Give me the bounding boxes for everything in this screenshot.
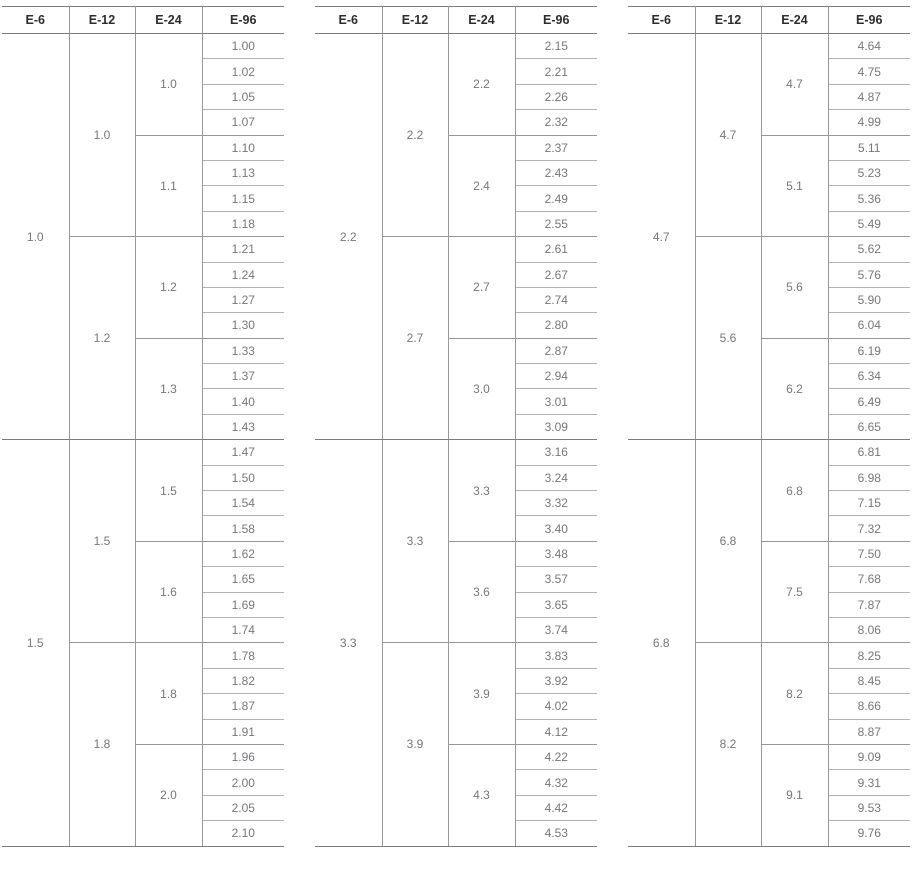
e24-value-cell: 1.6	[135, 541, 202, 643]
e96-value-cell: 2.80	[515, 313, 597, 338]
e96-value-cell: 7.50	[828, 541, 910, 566]
e96-value-cell: 1.18	[202, 211, 284, 236]
e96-value-cell: 2.15	[515, 34, 597, 59]
e96-value-cell: 1.33	[202, 338, 284, 363]
e24-value-cell: 3.6	[448, 541, 515, 643]
e24-value-cell: 8.2	[761, 643, 828, 745]
e24-value-cell: 1.8	[135, 643, 202, 745]
e96-value-cell: 2.00	[202, 770, 284, 795]
e24-value-cell: 1.2	[135, 237, 202, 339]
e96-value-cell: 6.65	[828, 414, 910, 439]
e96-value-cell: 1.82	[202, 668, 284, 693]
e96-value-cell: 2.32	[515, 110, 597, 135]
e96-value-cell: 1.87	[202, 694, 284, 719]
e-series-table-2	[315, 6, 597, 847]
column-header-e-6: E-6	[2, 7, 69, 34]
e24-value-cell: 4.7	[761, 34, 828, 136]
e96-value-cell: 4.87	[828, 84, 910, 109]
table-row	[628, 440, 910, 465]
e-series-table-1	[2, 6, 284, 847]
table-row	[315, 440, 597, 465]
e96-value-cell: 2.37	[515, 135, 597, 160]
e12-value-cell: 5.6	[695, 237, 761, 440]
e12-value-cell: 1.0	[69, 34, 135, 237]
column-header-e-96: E-96	[828, 7, 910, 34]
e12-value-cell: 3.9	[382, 643, 448, 846]
e96-value-cell: 2.49	[515, 186, 597, 211]
e24-value-cell: 3.0	[448, 338, 515, 440]
e96-value-cell: 7.87	[828, 592, 910, 617]
e96-value-cell: 3.01	[515, 389, 597, 414]
e96-value-cell: 4.53	[515, 821, 597, 846]
e96-value-cell: 6.04	[828, 313, 910, 338]
e96-value-cell: 6.49	[828, 389, 910, 414]
e96-value-cell: 4.42	[515, 795, 597, 820]
e24-value-cell: 1.5	[135, 440, 202, 542]
e12-value-cell: 1.2	[69, 237, 135, 440]
e96-value-cell: 1.47	[202, 440, 284, 465]
e96-value-cell: 1.54	[202, 491, 284, 516]
e24-value-cell: 1.1	[135, 135, 202, 237]
e96-value-cell: 2.94	[515, 364, 597, 389]
e24-value-cell: 2.4	[448, 135, 515, 237]
e96-value-cell: 1.13	[202, 160, 284, 185]
e96-value-cell: 1.40	[202, 389, 284, 414]
e96-value-cell: 3.09	[515, 414, 597, 439]
e96-value-cell: 5.49	[828, 211, 910, 236]
e96-value-cell: 1.78	[202, 643, 284, 668]
column-header-e-24: E-24	[135, 7, 202, 34]
e96-value-cell: 8.87	[828, 719, 910, 744]
table-row	[628, 34, 910, 59]
column-header-e-12: E-12	[69, 7, 135, 34]
e96-value-cell: 1.43	[202, 414, 284, 439]
e96-value-cell: 1.02	[202, 59, 284, 84]
column-header-e-6: E-6	[628, 7, 695, 34]
e24-value-cell: 2.0	[135, 744, 202, 846]
e96-value-cell: 2.21	[515, 59, 597, 84]
e96-value-cell: 8.66	[828, 694, 910, 719]
e96-value-cell: 3.74	[515, 617, 597, 642]
e96-value-cell: 8.06	[828, 617, 910, 642]
e24-value-cell: 3.9	[448, 643, 515, 745]
header-row	[315, 7, 597, 34]
e96-value-cell: 2.67	[515, 262, 597, 287]
e12-value-cell: 1.5	[69, 440, 135, 643]
e96-value-cell: 5.23	[828, 160, 910, 185]
e96-value-cell: 6.81	[828, 440, 910, 465]
e96-value-cell: 1.62	[202, 541, 284, 566]
e96-value-cell: 5.90	[828, 287, 910, 312]
column-header-e-12: E-12	[382, 7, 448, 34]
column-header-e-96: E-96	[515, 7, 597, 34]
header-row	[2, 7, 284, 34]
e24-value-cell: 4.3	[448, 744, 515, 846]
e96-value-cell: 6.19	[828, 338, 910, 363]
e96-value-cell: 3.92	[515, 668, 597, 693]
e96-value-cell: 9.76	[828, 821, 910, 846]
e96-value-cell: 5.62	[828, 237, 910, 262]
e96-value-cell: 4.22	[515, 744, 597, 769]
e96-value-cell: 1.21	[202, 237, 284, 262]
e96-value-cell: 1.07	[202, 110, 284, 135]
e6-value-cell: 1.0	[2, 34, 69, 440]
column-header-e-24: E-24	[448, 7, 515, 34]
e96-value-cell: 7.68	[828, 567, 910, 592]
e12-value-cell: 1.8	[69, 643, 135, 846]
e96-value-cell: 2.26	[515, 84, 597, 109]
e96-value-cell: 2.74	[515, 287, 597, 312]
e24-value-cell: 6.2	[761, 338, 828, 440]
e96-value-cell: 8.25	[828, 643, 910, 668]
column-header-e-24: E-24	[761, 7, 828, 34]
e-series-table-3	[628, 6, 910, 847]
e12-value-cell: 3.3	[382, 440, 448, 643]
e12-value-cell: 8.2	[695, 643, 761, 846]
e96-value-cell: 1.10	[202, 135, 284, 160]
e96-value-cell: 4.02	[515, 694, 597, 719]
e96-value-cell: 1.05	[202, 84, 284, 109]
e96-value-cell: 3.32	[515, 491, 597, 516]
column-header-e-12: E-12	[695, 7, 761, 34]
e96-value-cell: 1.69	[202, 592, 284, 617]
e96-value-cell: 2.10	[202, 821, 284, 846]
e96-value-cell: 1.74	[202, 617, 284, 642]
e96-value-cell: 3.24	[515, 465, 597, 490]
e96-value-cell: 3.83	[515, 643, 597, 668]
e24-value-cell: 5.1	[761, 135, 828, 237]
table-row	[2, 34, 284, 59]
e96-value-cell: 4.32	[515, 770, 597, 795]
e6-value-cell: 1.5	[2, 440, 69, 846]
e24-value-cell: 6.8	[761, 440, 828, 542]
table-row	[2, 440, 284, 465]
e24-value-cell: 7.5	[761, 541, 828, 643]
column-header-e-96: E-96	[202, 7, 284, 34]
header-row	[628, 7, 910, 34]
e24-value-cell: 2.7	[448, 237, 515, 339]
e96-value-cell: 9.09	[828, 744, 910, 769]
e6-value-cell: 4.7	[628, 34, 695, 440]
e96-value-cell: 6.98	[828, 465, 910, 490]
e96-value-cell: 7.32	[828, 516, 910, 541]
e96-value-cell: 1.50	[202, 465, 284, 490]
e96-value-cell: 9.53	[828, 795, 910, 820]
e24-value-cell: 9.1	[761, 744, 828, 846]
e6-value-cell: 6.8	[628, 440, 695, 846]
e96-value-cell: 4.12	[515, 719, 597, 744]
table-row	[315, 34, 597, 59]
e-series-tables	[2, 6, 919, 847]
e24-value-cell: 1.3	[135, 338, 202, 440]
e96-value-cell: 3.48	[515, 541, 597, 566]
e96-value-cell: 2.05	[202, 795, 284, 820]
e96-value-cell: 2.55	[515, 211, 597, 236]
e96-value-cell: 8.45	[828, 668, 910, 693]
e96-value-cell: 1.91	[202, 719, 284, 744]
e12-value-cell: 2.2	[382, 34, 448, 237]
e96-value-cell: 5.11	[828, 135, 910, 160]
e96-value-cell: 1.27	[202, 287, 284, 312]
e96-value-cell: 9.31	[828, 770, 910, 795]
e24-value-cell: 1.0	[135, 34, 202, 136]
e24-value-cell: 2.2	[448, 34, 515, 136]
e96-value-cell: 3.16	[515, 440, 597, 465]
e96-value-cell: 1.58	[202, 516, 284, 541]
e12-value-cell: 6.8	[695, 440, 761, 643]
e96-value-cell: 2.61	[515, 237, 597, 262]
e96-value-cell: 3.40	[515, 516, 597, 541]
e96-value-cell: 4.99	[828, 110, 910, 135]
e96-value-cell: 2.43	[515, 160, 597, 185]
e24-value-cell: 3.3	[448, 440, 515, 542]
e96-value-cell: 1.30	[202, 313, 284, 338]
e96-value-cell: 5.76	[828, 262, 910, 287]
e6-value-cell: 2.2	[315, 34, 382, 440]
e96-value-cell: 1.15	[202, 186, 284, 211]
e12-value-cell: 2.7	[382, 237, 448, 440]
e96-value-cell: 1.37	[202, 364, 284, 389]
e96-value-cell: 1.00	[202, 34, 284, 59]
e24-value-cell: 5.6	[761, 237, 828, 339]
e96-value-cell: 2.87	[515, 338, 597, 363]
e96-value-cell: 5.36	[828, 186, 910, 211]
e96-value-cell: 7.15	[828, 491, 910, 516]
e96-value-cell: 1.96	[202, 744, 284, 769]
e96-value-cell: 1.24	[202, 262, 284, 287]
e96-value-cell: 1.65	[202, 567, 284, 592]
column-header-e-6: E-6	[315, 7, 382, 34]
e96-value-cell: 4.75	[828, 59, 910, 84]
e96-value-cell: 3.57	[515, 567, 597, 592]
e96-value-cell: 4.64	[828, 34, 910, 59]
e6-value-cell: 3.3	[315, 440, 382, 846]
e96-value-cell: 3.65	[515, 592, 597, 617]
e12-value-cell: 4.7	[695, 34, 761, 237]
e96-value-cell: 6.34	[828, 364, 910, 389]
